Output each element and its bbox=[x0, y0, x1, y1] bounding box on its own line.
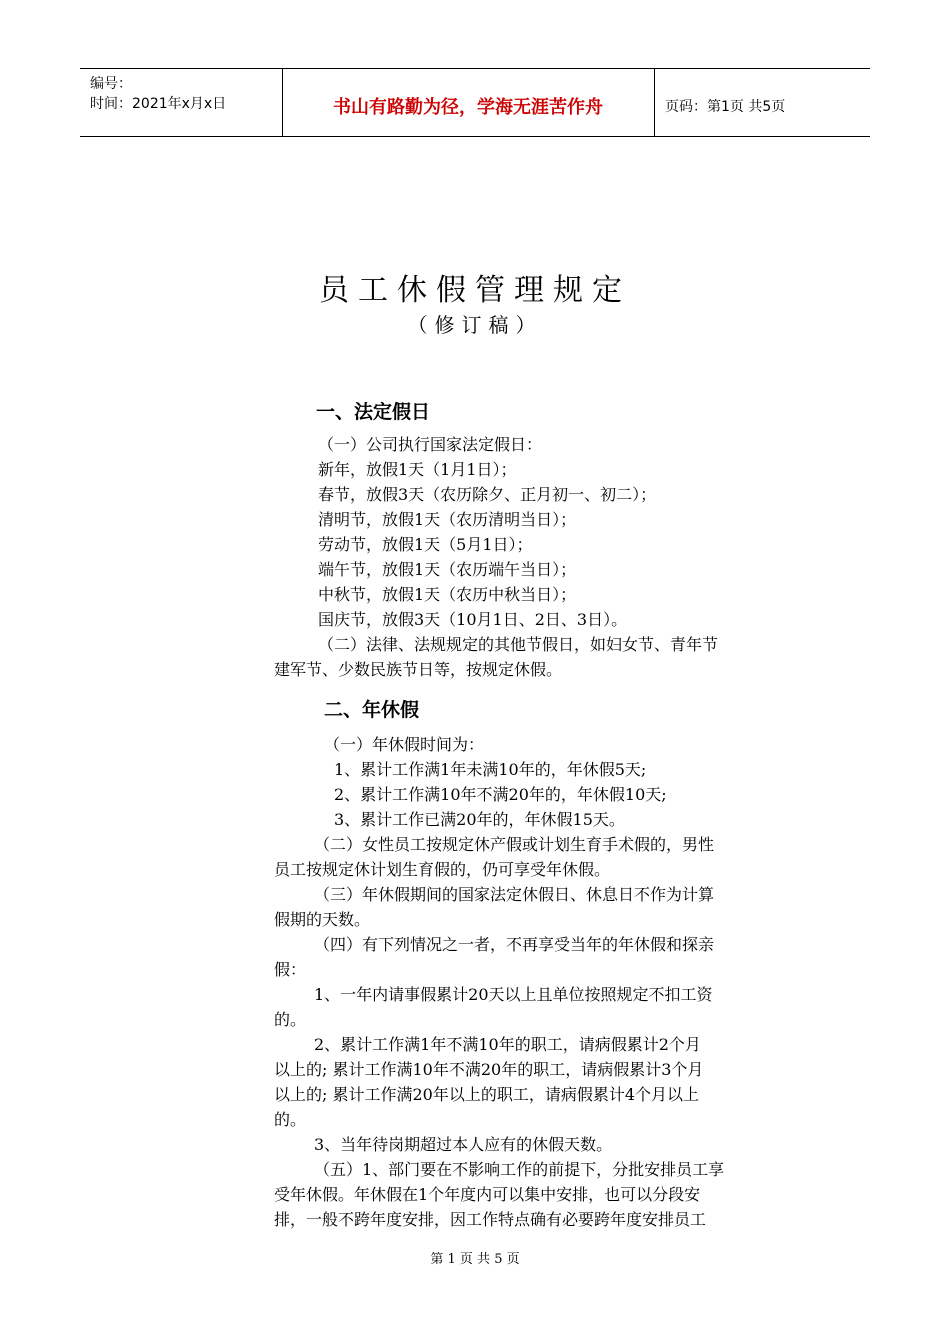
body-line: 员工按规定休计划生育假的，仍可享受年休假。 bbox=[274, 860, 611, 879]
body-line: （五）1、部门要在不影响工作的前提下，分批安排员工享 bbox=[314, 1160, 725, 1179]
body-line: （二）法律、法规规定的其他节假日，如妇女节、青年节 bbox=[318, 635, 719, 654]
body-line: 2、累计工作满10年不满20年的，年休假10天; bbox=[334, 785, 667, 804]
section-heading-annual-leave: 二、年休假 bbox=[324, 699, 420, 721]
body-line: 新年，放假1天（1月1日）； bbox=[318, 460, 517, 479]
body-line: 中秋节，放假1天（农历中秋当日）； bbox=[318, 585, 577, 604]
body-line: （三）年休假期间的国家法定休假日、休息日不作为计算 bbox=[314, 885, 715, 904]
body-line: 的。 bbox=[274, 1010, 307, 1029]
body-line: 受年休假。年休假在1个年度内可以集中安排，也可以分段安 bbox=[274, 1185, 701, 1204]
header-page-number: 页码：第1页 共5页 bbox=[665, 99, 786, 115]
body-line: 1、一年内请事假累计20天以上且单位按照规定不扣工资 bbox=[314, 985, 713, 1004]
body-line: 建军节、少数民族节日等，按规定休假。 bbox=[274, 660, 563, 679]
body-line: 假： bbox=[274, 960, 307, 979]
body-line: （一）公司执行国家法定假日： bbox=[318, 435, 543, 454]
body-line: 2、累计工作满1年不满10年的职工，请病假累计2个月 bbox=[314, 1035, 701, 1054]
body-line: 的。 bbox=[274, 1110, 307, 1129]
document-title: 员工休假管理规定 bbox=[319, 273, 631, 308]
page-header bbox=[80, 68, 870, 137]
body-line: 排，一般不跨年度安排，因工作特点确有必要跨年度安排员工 bbox=[274, 1210, 707, 1229]
doc-date-label: 时间：2021年x月x日 bbox=[90, 96, 227, 112]
body-line: 3、当年待岗期超过本人应有的休假天数。 bbox=[314, 1135, 613, 1154]
section-heading-holidays: 一、法定假日 bbox=[316, 401, 431, 423]
body-line: 端午节，放假1天（农历端午当日）； bbox=[318, 560, 577, 579]
doc-number-label: 编号： bbox=[90, 76, 132, 92]
body-line: （一）年休假时间为： bbox=[324, 735, 485, 754]
header-meta-cell bbox=[80, 69, 283, 136]
body-line: 清明节，放假1天（农历清明当日）； bbox=[318, 510, 577, 529]
body-line: （二）女性员工按规定休产假或计划生育手术假的，男性 bbox=[314, 835, 715, 854]
body-line: 春节，放假3天（农历除夕、正月初一、初二）； bbox=[318, 485, 657, 504]
body-line: 劳动节，放假1天（5月1日）； bbox=[318, 535, 533, 554]
header-motto-cell bbox=[282, 69, 655, 136]
header-page-cell bbox=[655, 69, 870, 136]
body-line: 国庆节，放假3天（10月1日、2日、3日）。 bbox=[318, 610, 628, 629]
body-line: 1、累计工作满1年未满10年的，年休假5天; bbox=[334, 760, 647, 779]
document-subtitle: （修订稿） bbox=[407, 313, 543, 337]
body-line: （四）有下列情况之一者，不再享受当年的年休假和探亲 bbox=[314, 935, 715, 954]
body-line: 假期的天数。 bbox=[274, 910, 371, 929]
page-footer: 第 1 页 共 5 页 bbox=[430, 1252, 520, 1267]
body-line: 以上的; 累计工作满20年以上的职工，请病假累计4个月以上 bbox=[274, 1085, 700, 1104]
body-line: 3、累计工作已满20年的，年休假15天。 bbox=[334, 810, 625, 829]
body-line: 以上的; 累计工作满10年不满20年的职工，请病假累计3个月 bbox=[274, 1060, 704, 1079]
header-motto: 书山有路勤为径，学海无涯苦作舟 bbox=[333, 97, 603, 118]
